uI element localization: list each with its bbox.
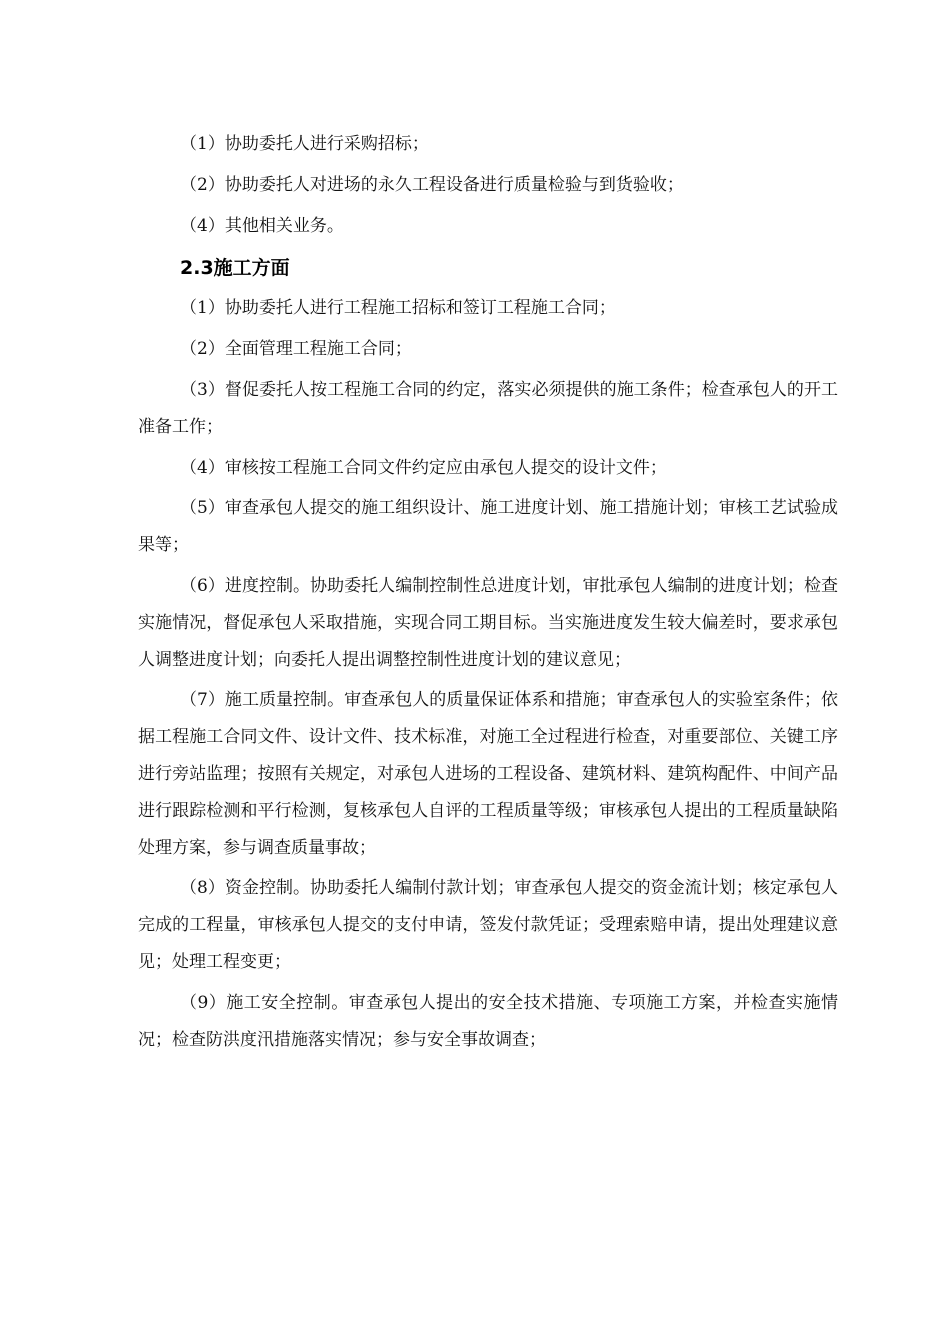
paragraph-procurement-bidding: （1）协助委托人进行采购招标； [180,134,429,154]
paragraph-funding-control: （8）资金控制。协助委托人编制付款计划；审查承包人提交的资金流计划；核定承包人完成的工程量，审核承包人提交的支付申请，签发付款凭证；受理索赔申请，提出处理建议意见；处理工程变更； [138,878,838,972]
document-body [138,126,838,1062]
paragraph-contract-management: （2）全面管理工程施工合同； [180,339,412,360]
paragraph-equipment-inspection: （2）协助委托人对进场的永久工程设备进行质量检验与到货验收； [180,174,684,195]
paragraph-quality-control: （7）施工质量控制。审查承包人的质量保证体系和措施；审查承包人的实验室条件；依据工程施工合同文件、设计文件、技术标准，对施工全过程进行检查，对重要部位、关键工序进行旁站监理；按照有关规定，对承包人进场的工程设备、建筑材料、建筑构配件、中间产品进行跟踪检测和平行检测，复核承包人自评的工程质量等级；审核承包人提出的工程质量缺陷处理方案，参与调查质量事故； [138,690,838,858]
paragraph-safety-control: （9）施工安全控制。审查承包人提出的安全技术措施、专项施工方案，并检查实施情况；检查防洪度汛措施落实情况；参与安全事故调查； [138,992,838,1050]
paragraph-other-business: （4）其他相关业务。 [180,215,344,236]
paragraph-organization-design: （5）审查承包人提交的施工组织设计、施工进度计划、施工措施计划；审核工艺试验成果等； [138,498,838,556]
paragraph-design-review: （4）审核按工程施工合同文件约定应由承包人提交的设计文件； [180,457,667,478]
paragraph-construction-bidding: （1）协助委托人进行工程施工招标和签订工程施工合同； [180,298,616,319]
section-heading: 2.3施工方面 [180,257,290,280]
paragraph-schedule-control: （6）进度控制。协助委托人编制控制性总进度计划，审批承包人编制的进度计划；检查实施情况，督促承包人采取措施，实现合同工期目标。当实施进度发生较大偏差时，要求承包人调整进度计划；向委托人提出调整控制性进度计划的建议意见； [138,575,838,670]
paragraph-construction-conditions: （3）督促委托人按工程施工合同的约定，落实必须提供的施工条件；检查承包人的开工准备工作； [138,379,838,437]
